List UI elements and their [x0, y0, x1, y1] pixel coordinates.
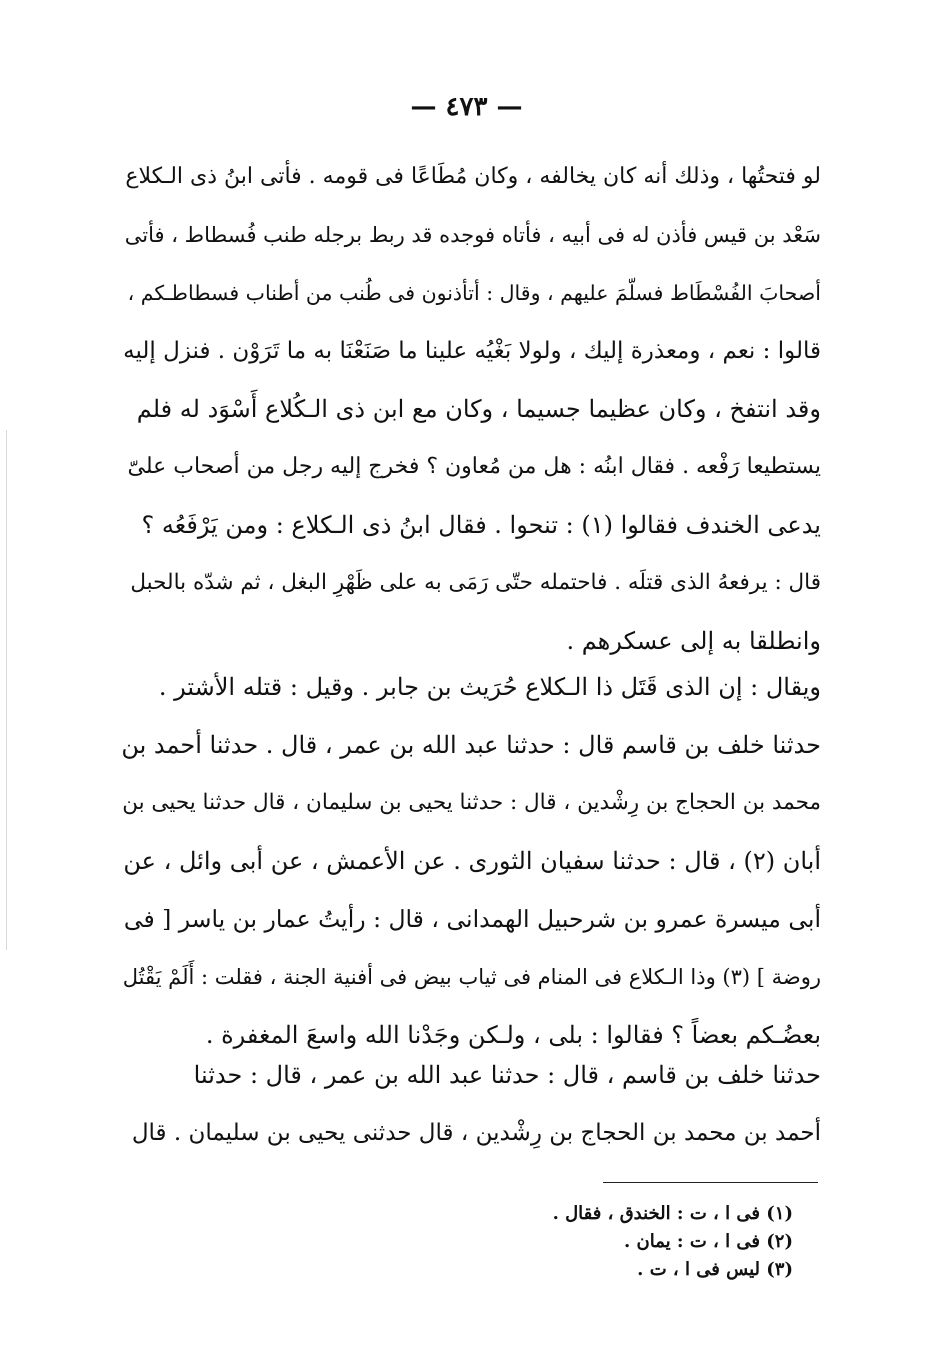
- text-line: قالوا : نعم ، ومعذرة إليك ، ولولا بَغْيُه علينا ما صَنَعْنَا به ما تَرَوْن . فنزل إليه: [123, 338, 821, 364]
- text-line: حدثنا خلف بن قاسم قال : حدثنا عبد الله بن عمر ، قال . حدثنا أحمد بن: [121, 731, 821, 759]
- page-edge-shadow: [6, 430, 7, 950]
- text-line: أصحابَ الفُسْطَاط فسلّمَ عليهم ، وقال : أتأذنون فى طُنب من أطناب فسطاطـكم ،: [127, 281, 821, 305]
- footnotes: [393, 1200, 793, 1284]
- paragraph-2: [121, 658, 821, 1064]
- text-line: وقد انتفخ ، وكان عظيما جسيما ، وكان مع ابن ذى الـكُلاع أَسْوَد له فلم: [136, 395, 821, 423]
- paragraph-3: [121, 1046, 821, 1162]
- text-line: لو فتحتُها ، وذلك أنه كان يخالفه ، وكان مُطَاعًا فى قومه . فأتى ابنُ ذى الـكلاع: [125, 164, 821, 189]
- text-line: أبان (٢) ، قال : حدثنا سفيان الثورى . عن الأعمش ، عن أبى وائل ، عن: [123, 847, 821, 875]
- text-line: محمد بن الحجاج بن رِشْدين ، قال : حدثنا يحيى بن سليمان ، قال حدثنا يحيى بن: [122, 790, 821, 815]
- text-line: يستطيعا رَفْعه . فقال ابنُه : هل من مُعاون ؟ فخرج إليه رجل من أصحاب علىّ: [127, 454, 821, 479]
- text-line: أحمد بن محمد بن الحجاج بن رِشْدين ، قال حدثنى يحيى بن سليمان . قال: [131, 1120, 821, 1146]
- footnote-divider: [603, 1182, 818, 1183]
- footnote-1: (١) فى ا ، ت : الخندق ، فقال .: [552, 1203, 793, 1224]
- paragraph-1: [121, 148, 821, 670]
- text-line: وانطلقا به إلى عسكرهم .: [566, 627, 821, 655]
- text-line: قال : يرفعهُ الذى قتلَه . فاحتمله حتّى رَمَى به على ظَهْرِ البغل ، ثم شدّه بالحبل: [130, 570, 821, 595]
- text-line: روضة ] (٣) وذا الـكلاع فى المنام فى ثياب بيض فى أفنية الجنة ، فقلت : أَلَمْ يَقْتُل: [122, 965, 821, 989]
- text-line: حدثنا خلف بن قاسم ، قال : حدثنا عبد الله بن عمر ، قال : حدثنا: [193, 1061, 821, 1089]
- text-line: سَعْد بن قيس فأذن له فى أبيه ، فأتاه فوجده قد ربط برجله طنب فُسطاط ، فأتى: [124, 223, 821, 247]
- footnote-2: (٢) فى ا ، ت : يمان .: [624, 1231, 793, 1252]
- text-line: أبى ميسرة عمرو بن شرحبيل الهمدانى ، قال : رأيتُ عمار بن ياسر [ فى: [123, 905, 821, 933]
- text-line: يدعى الخندف فقالوا (١) : تنحوا . فقال ابنُ ذى الـكلاع : ومن يَرْفَعُه ؟: [141, 511, 821, 539]
- footnote-3: (٣) ليس فى ا ، ت .: [637, 1259, 793, 1280]
- text-line: بعضُـكم بعضاً ؟ فقالوا : بلى ، ولـكن وجَدْنا الله واسعَ المغفرة .: [205, 1021, 821, 1049]
- page-number: — ٤٧٣ —: [410, 92, 523, 122]
- text-line: ويقال : إن الذى قَتَل ذا الـكلاع حُرَيث بن جابر . وقيل : قتله الأشتر .: [158, 673, 821, 701]
